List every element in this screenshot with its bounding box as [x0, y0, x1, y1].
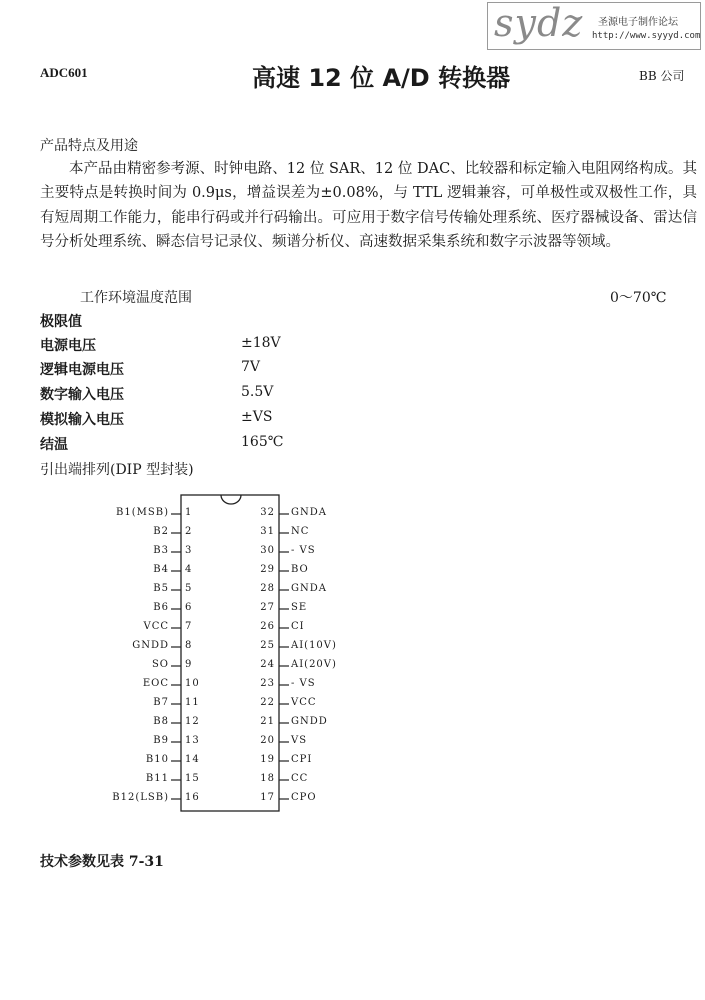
- pin-name-left: SO: [151, 659, 169, 670]
- pin-number-right: 26: [260, 621, 275, 632]
- watermark-forum-name: 圣源电子制作论坛: [598, 17, 678, 28]
- limits-heading: 极限值: [40, 314, 82, 330]
- pinout-heading: 引出端排列(DIP 型封装): [40, 462, 194, 478]
- pin-number-left: 11: [185, 697, 200, 708]
- pin-name-right: - VS: [291, 678, 316, 689]
- watermark-url: http://www.syyyd.com: [592, 31, 701, 41]
- limit-value: 7V: [241, 359, 261, 375]
- pin-name-left: VCC: [143, 621, 169, 632]
- pin-name-left: B6: [153, 602, 169, 613]
- pin-number-right: 31: [260, 526, 275, 537]
- operating-temp-label: 工作环境温度范围: [80, 290, 192, 306]
- pin-number-left: 12: [185, 716, 200, 727]
- pin-number-right: 28: [260, 583, 275, 594]
- pin-number-right: 22: [260, 697, 275, 708]
- pin-name-left: B7: [153, 697, 169, 708]
- pin-name-right: AI(20V): [291, 659, 337, 670]
- limit-value: 165℃: [241, 434, 284, 450]
- operating-temp-value: 0～70℃: [610, 290, 667, 306]
- pin-name-left: B5: [153, 583, 169, 594]
- page-title: 高速 12 位 A/D 转换器: [252, 64, 511, 92]
- features-heading: 产品特点及用途: [40, 138, 138, 154]
- pin-number-right: 27: [260, 602, 275, 613]
- pin-number-left: 8: [185, 640, 193, 651]
- pin-name-right: GNDD: [291, 716, 328, 727]
- pin-name-left: B4: [153, 564, 169, 575]
- reference-note: 技术参数见表 7-31: [40, 854, 164, 870]
- pin-name-right: AI(10V): [291, 640, 337, 651]
- limit-label: 模拟输入电压: [40, 412, 124, 428]
- pin-number-left: 6: [185, 602, 193, 613]
- pin-name-right: CPO: [291, 792, 317, 803]
- pin-name-left: B8: [153, 716, 169, 727]
- limit-label: 逻辑电源电压: [40, 362, 124, 378]
- pin-name-right: CC: [291, 773, 309, 784]
- pin-name-left: B9: [153, 735, 169, 746]
- pin-number-right: 32: [260, 507, 275, 518]
- pin-name-right: VCC: [291, 697, 317, 708]
- pin-number-left: 3: [185, 545, 193, 556]
- pin-name-right: NC: [291, 526, 310, 537]
- limit-value: ±18V: [241, 335, 281, 351]
- pin-name-right: SE: [291, 602, 308, 613]
- pin-number-left: 14: [185, 754, 200, 765]
- limit-value: 5.5V: [241, 384, 274, 400]
- pin-number-right: 20: [260, 735, 275, 746]
- pin-number-left: 9: [185, 659, 193, 670]
- pin-name-right: VS: [291, 735, 308, 746]
- company-name: BB 公司: [639, 69, 685, 83]
- pin-name-left: B2: [153, 526, 169, 537]
- pin-number-left: 13: [185, 735, 200, 746]
- pin-number-right: 30: [260, 545, 275, 556]
- pin-name-left: EOC: [142, 678, 169, 689]
- pin-number-right: 23: [260, 678, 275, 689]
- pin-number-right: 17: [260, 792, 275, 803]
- pin-name-left: B10: [145, 754, 169, 765]
- pin-number-right: 21: [260, 716, 275, 727]
- limit-value: ±VS: [241, 409, 273, 425]
- pin-name-right: CPI: [291, 754, 313, 765]
- pin-name-right: GNDA: [291, 507, 327, 518]
- pin-number-right: 29: [260, 564, 275, 575]
- pin-number-right: 24: [260, 659, 275, 670]
- features-description: 本产品由精密参考源、时钟电路、12 位 SAR、12 位 DAC、比较器和标定输入电阻网络构成。其主要特点是转换时间为 0.9μs，增益误差为±0.08%，与 TTL 逻辑兼容，可单极性或双极性工作，具有短周期工作能力，能串行码或并行码输出。可应用于数字信号传输处理系统、医疗器械设备、雷达信号分析处理系统、瞬态信号记录仪、频谱分析仪、高速数据采集系统和数字示波器等领域。: [40, 161, 697, 251]
- pin-number-left: 5: [185, 583, 193, 594]
- pin-number-left: 7: [185, 621, 193, 632]
- pin-name-left: B11: [145, 773, 169, 784]
- pin-number-left: 4: [185, 564, 193, 575]
- limit-label: 数字输入电压: [40, 387, 124, 403]
- model-number: ADC601: [40, 65, 88, 80]
- pin-name-left: B3: [153, 545, 169, 556]
- pin-number-right: 25: [260, 640, 275, 651]
- pin-name-right: BO: [291, 564, 309, 575]
- pin-name-left: B12(LSB): [112, 792, 169, 803]
- pin-number-right: 19: [260, 754, 275, 765]
- pin-number-left: 1: [185, 507, 193, 518]
- watermark-logo: sydz: [494, 1, 584, 45]
- pin-name-right: CI: [291, 621, 305, 632]
- limit-label: 结温: [40, 437, 68, 453]
- pin-name-right: - VS: [291, 545, 316, 556]
- pin1-notch: [221, 495, 241, 504]
- pin-number-right: 18: [260, 773, 275, 784]
- pin-name-left: B1(MSB): [116, 507, 169, 518]
- pin-number-left: 15: [185, 773, 200, 784]
- pin-number-left: 16: [185, 792, 200, 803]
- pin-name-left: GNDD: [132, 640, 169, 651]
- limit-label: 电源电压: [40, 338, 96, 354]
- pin-number-left: 2: [185, 526, 193, 537]
- pin-number-left: 10: [185, 678, 200, 689]
- pin-name-right: GNDA: [291, 583, 327, 594]
